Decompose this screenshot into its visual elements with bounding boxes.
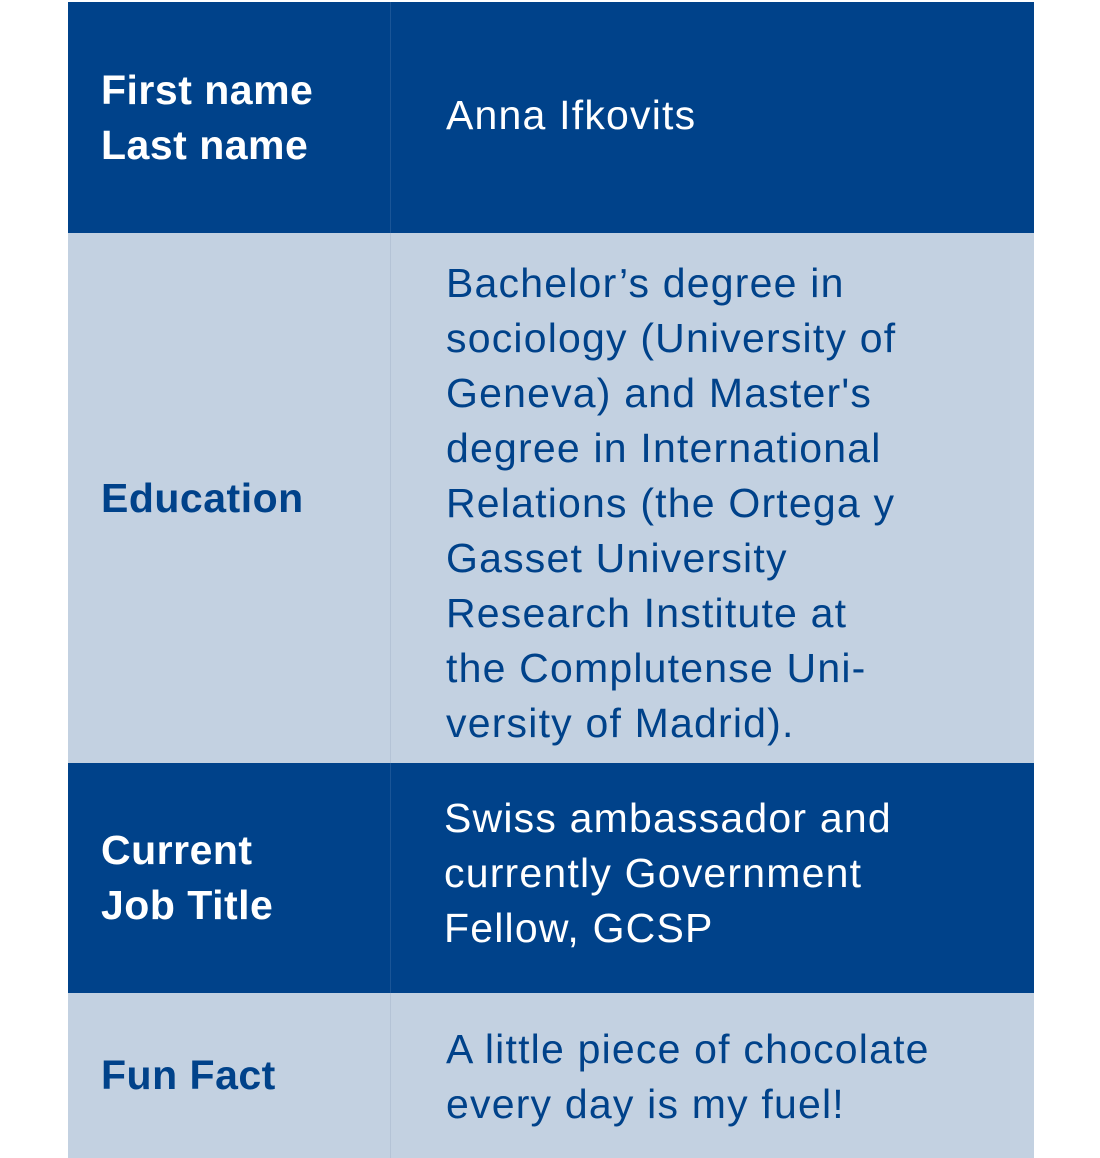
job-title-label-line-2: Job Title bbox=[101, 882, 274, 928]
job-title-value-line-1: Swiss ambassador and bbox=[444, 794, 892, 841]
name-label bbox=[101, 63, 313, 173]
education-value-line-6: Gasset University bbox=[446, 535, 788, 581]
job-title-row bbox=[68, 763, 1034, 993]
education-label-cell bbox=[68, 233, 390, 763]
education-value-line-4: degree in International bbox=[446, 425, 882, 471]
job-title-value bbox=[444, 791, 892, 956]
fun-fact-value-cell bbox=[446, 993, 1034, 1158]
education-value-line-7: Research Institute at bbox=[446, 590, 848, 636]
education-value-line-3: Geneva) and Master's bbox=[446, 370, 873, 416]
name-label-line-2: Last name bbox=[101, 121, 309, 168]
column-divider bbox=[390, 993, 391, 1158]
name-value-line-1: Anna Ifkovits bbox=[446, 92, 697, 138]
profile-table bbox=[68, 2, 1034, 1158]
fun-fact-label bbox=[101, 1048, 276, 1103]
education-value-cell bbox=[446, 233, 1034, 763]
education-label-line-1: Education bbox=[101, 474, 304, 521]
fun-fact-value bbox=[446, 1022, 930, 1132]
education-value-line-5: Relations (the Ortega y bbox=[446, 480, 896, 526]
education-value-line-2: sociology (University of bbox=[446, 315, 897, 361]
name-row bbox=[68, 2, 1034, 233]
column-divider bbox=[390, 233, 391, 763]
name-label-cell bbox=[68, 2, 390, 233]
education-row bbox=[68, 233, 1034, 763]
education-value-line-1: Bachelor’s degree in bbox=[446, 260, 845, 306]
job-title-label-cell bbox=[68, 763, 390, 993]
fun-fact-label-cell bbox=[68, 993, 390, 1158]
job-title-value-line-3: Fellow, GCSP bbox=[444, 904, 714, 951]
name-value bbox=[446, 88, 696, 143]
education-value-line-8: the Complutense Uni- bbox=[446, 645, 867, 691]
job-title-label bbox=[101, 823, 273, 933]
job-title-label-line-1: Current bbox=[101, 827, 253, 873]
fun-fact-row bbox=[68, 993, 1034, 1158]
education-value-line-9: versity of Madrid). bbox=[446, 700, 795, 746]
fun-fact-label-line-1: Fun Fact bbox=[101, 1052, 276, 1098]
fun-fact-value-line-2: every day is my fuel! bbox=[446, 1080, 845, 1127]
fun-fact-value-line-1: A little piece of chocolate bbox=[446, 1025, 930, 1072]
name-label-line-1: First name bbox=[101, 66, 314, 113]
education-label bbox=[101, 471, 304, 526]
education-value bbox=[446, 256, 896, 751]
job-title-value-line-2: currently Government bbox=[444, 849, 863, 896]
column-divider bbox=[390, 763, 391, 993]
column-divider bbox=[390, 2, 391, 233]
job-title-value-cell bbox=[444, 763, 1034, 993]
name-value-cell bbox=[446, 2, 1034, 233]
